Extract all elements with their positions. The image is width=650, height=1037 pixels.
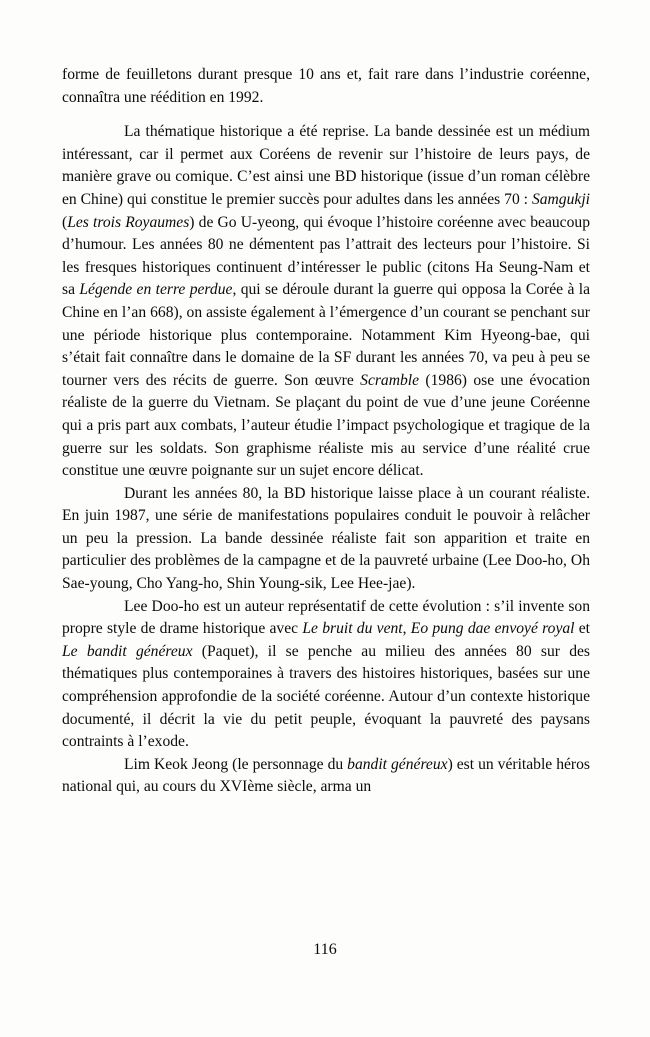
italic-title-text: Légende en terre perdue	[79, 281, 233, 299]
body-text: Lee Doo-ho est un auteur représentatif de cette évolution : s’il invente son propre style de drame historique avec	[62, 597, 590, 638]
body-text: ,	[402, 620, 411, 638]
paragraph	[62, 483, 590, 596]
paragraph	[62, 754, 590, 799]
body-text: (	[62, 213, 68, 231]
body-text: ) de Go U-yeong, qui évoque l’histoire coréenne avec beaucoup d’humour. Les années 80 ne démentent pas l’attrait des lecteurs pour l’histoire. Si les fresques historiques continuent d’intéresser le public (citons Ha Seung-Nam et sa	[62, 213, 590, 299]
paragraph	[62, 64, 590, 109]
paragraph	[62, 596, 590, 754]
page-number: 116	[313, 941, 337, 958]
body-text: forme de feuilletons durant presque 10 ans et, fait rare dans l’industrie coréenne, connaîtra une réédition en 1992.	[62, 66, 590, 106]
body-text: La thématique historique a été reprise. La bande dessinée est un médium intéressant, car il permet aux Coréens de revenir sur l’histoire de leurs pays, de manière grave ou comique. C’est ainsi une BD historique (issue d’un roman célèbre en Chine) qui constitue le premier succès pour adultes dans les années 70 :	[62, 123, 590, 208]
italic-title-text: Scramble	[360, 371, 420, 389]
body-text: Lim Keok Jeong (le personnage du	[124, 755, 348, 773]
body-text: et	[574, 620, 591, 638]
text-block	[62, 64, 590, 799]
body-text: (1986) ose une évocation réaliste de la guerre du Vietnam. Se plaçant du point de vue d’une jeune Coréenne qui a pris part aux combats, l’auteur étudie l’impact psychologique et tragique de la guerre sur les soldats. Son graphisme réaliste mis au service d’une réalité crue constitue une œuvre poignante sur un sujet encore délicat.	[62, 371, 590, 480]
paragraph	[62, 121, 590, 483]
italic-title-text: Le bandit généreux	[62, 642, 193, 660]
italic-title-text: bandit généreux	[347, 755, 448, 773]
italic-title-text: Samgukji	[531, 190, 590, 208]
body-text: , qui se déroule durant la guerre qui opposa la Corée à la Chine en l’an 668), on assiste également à l’émergence d’un courant se penchant sur une période historique plus contemporaine. Notamment Kim Hyeong-bae, qui s’était fait connaître dans le domaine de la SF durant les années 70, va peu à peu se tourner vers des récits de guerre. Son œuvre	[62, 281, 590, 389]
italic-title-text: Eo pung dae envoyé royal	[410, 620, 575, 638]
italic-title-text: Le bruit du vent	[302, 620, 403, 638]
italic-title-text: Les trois Royaumes	[67, 213, 190, 231]
body-text: Durant les années 80, la BD historique laisse place à un courant réaliste. En juin 1987, une série de manifestations populaires conduit le pouvoir à relâcher un peu la pression. La bande dessinée réaliste fait son apparition et traite en particulier des problèmes de la campagne et de la pauvreté urbaine (Lee Doo-ho, Oh Sae-young, Cho Yang-ho, Shin Young-sik, Lee Hee-jae).	[62, 484, 590, 593]
body-text: ) est un véritable héros national qui, au cours du XVIème siècle, arma un	[62, 755, 590, 796]
body-text: (Paquet), il se penche au milieu des années 80 sur des thématiques plus contemporaines à travers des histoires historiques, basées sur une compréhension approfondie de la société coréenne. Autour d’un contexte historique documenté, il décrit la vie du petit peuple, évoquant la pauvreté des paysans contraints à l’exode.	[62, 642, 590, 751]
